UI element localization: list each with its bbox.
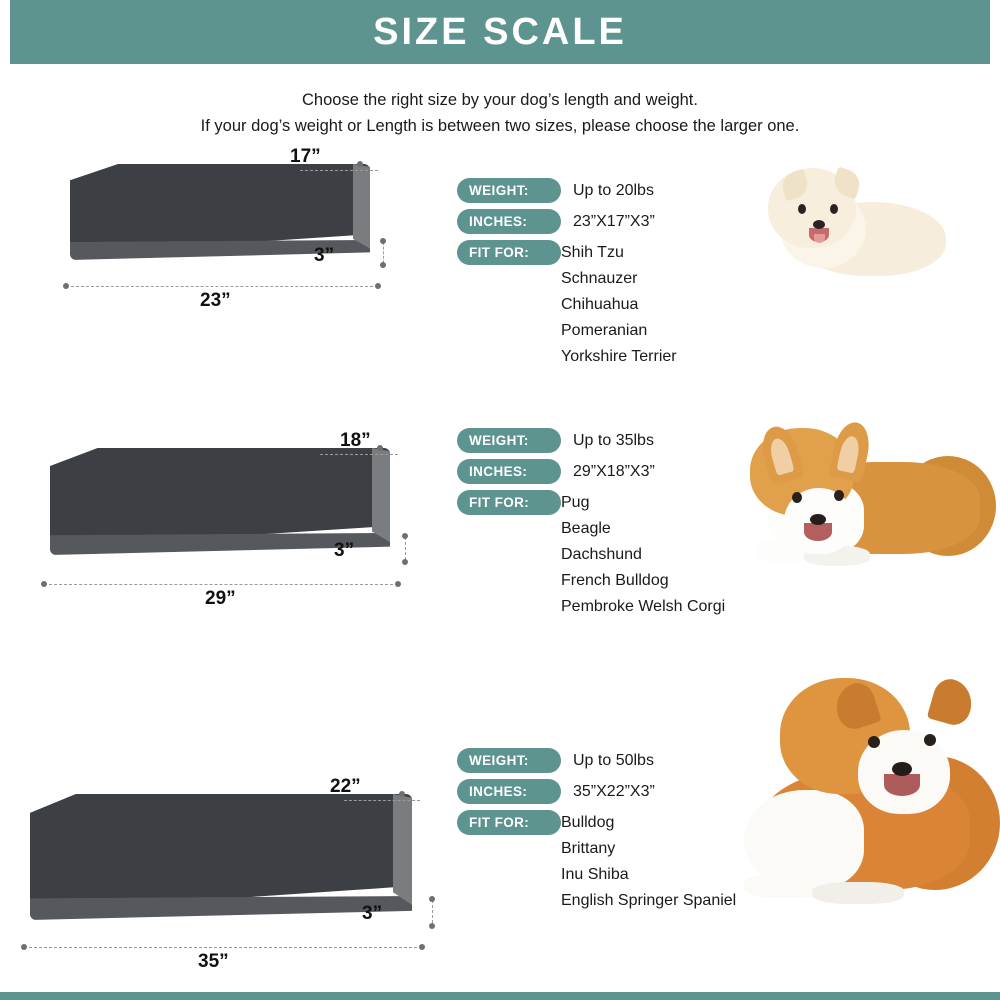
weight-label: WEIGHT: [457,178,561,203]
inches-label: INCHES: [457,209,561,234]
corgi-photo [730,390,1000,620]
page-header [0,0,1000,64]
bed-top-surface-medium [50,448,390,548]
intro-text [0,88,1000,139]
breed-item: Bulldog [561,814,615,831]
intro-line-1: Choose the right size by your dog’s length and weight. [302,91,698,109]
fitfor-label: FIT FOR: [457,490,561,515]
inches-label: INCHES: [457,779,561,804]
spec-weight-medium [457,428,725,453]
dim-label-length-large: 35” [198,951,229,972]
breed-list-small [561,240,677,370]
weight-label: WEIGHT: [457,428,561,453]
header-accent-right [990,0,1000,64]
dim-dot [399,791,405,797]
fitfor-label: FIT FOR: [457,810,561,835]
inches-label: INCHES: [457,459,561,484]
dim-line-length-large [24,947,422,948]
intro-line-2: If your dog’s weight or Length is between two sizes, please choose the larger one. [200,116,800,135]
spec-block-medium [457,428,725,626]
spec-fitfor-small [457,240,677,370]
dim-dot [402,533,408,539]
breed-item: Pomeranian [561,321,648,339]
dim-label-width-small: 17” [290,146,321,167]
size-row-medium [0,400,1000,650]
breed-item: English Springer Spaniel [561,891,737,909]
spec-block-small [457,178,677,376]
breed-item: Inu Shiba [561,865,629,883]
dim-dot [395,581,401,587]
shiba-photo [720,660,1000,970]
dim-label-height-large: 3” [362,903,383,924]
dim-dot [41,581,47,587]
pomeranian-photo [760,160,990,320]
dim-line-length-small [66,286,378,287]
breed-item: Schnauzer [561,269,638,287]
dim-dot [63,283,69,289]
breed-list-medium [561,490,725,620]
bed-illustration-small [0,146,460,400]
dim-dot [402,559,408,565]
breed-item: Chihuahua [561,295,639,313]
breed-item: Beagle [561,519,611,537]
breed-item: Pug [561,494,590,511]
bed-top-surface-large [30,794,412,912]
weight-value: Up to 20lbs [573,182,654,199]
dim-dot [429,923,435,929]
breed-list-large [561,810,736,914]
spec-inches-large [457,779,736,804]
spec-inches-small [457,209,677,234]
dim-label-length-small: 23” [200,290,231,311]
fitfor-label: FIT FOR: [457,240,561,265]
spec-fitfor-large [457,810,736,914]
dim-label-height-medium: 3” [334,540,355,561]
dim-label-width-large: 22” [330,776,361,797]
inches-value: 29”X18”X3” [573,463,655,480]
dim-line-length-medium [44,584,398,585]
spec-weight-small [457,178,677,203]
size-row-large [0,720,1000,970]
spec-weight-large [457,748,736,773]
header-accent-left [0,0,10,64]
bed-front-edge-large [30,896,412,920]
breed-item: French Bulldog [561,571,669,589]
dim-dot [375,283,381,289]
dim-label-length-medium: 29” [205,588,236,609]
dim-line-width-small [300,170,378,171]
breed-item: Dachshund [561,545,642,563]
weight-value: Up to 35lbs [573,432,654,449]
inches-value: 35”X22”X3” [573,783,655,800]
dim-dot [357,161,363,167]
size-row-small [0,146,1000,400]
bed-illustration-medium [0,400,460,650]
page-title: SIZE SCALE [373,10,627,53]
dim-label-width-medium: 18” [340,430,371,451]
breed-item: Pembroke Welsh Corgi [561,597,726,615]
bottom-accent-bar [0,992,1000,1000]
breed-item: Shih Tzu [561,244,624,261]
weight-label: WEIGHT: [457,748,561,773]
dim-line-width-medium [320,454,398,455]
bed-illustration-large [0,720,460,970]
dim-label-height-small: 3” [314,245,335,266]
weight-value: Up to 50lbs [573,752,654,769]
dim-dot [380,238,386,244]
dim-dot [380,262,386,268]
spec-fitfor-medium [457,490,725,620]
dim-dot [377,445,383,451]
dim-line-width-large [344,800,420,801]
dim-dot [429,896,435,902]
breed-item: Yorkshire Terrier [561,347,677,365]
spec-block-large [457,748,736,920]
breed-item: Brittany [561,839,616,857]
dim-dot [419,944,425,950]
dim-dot [21,944,27,950]
inches-value: 23”X17”X3” [573,213,655,230]
spec-inches-medium [457,459,725,484]
